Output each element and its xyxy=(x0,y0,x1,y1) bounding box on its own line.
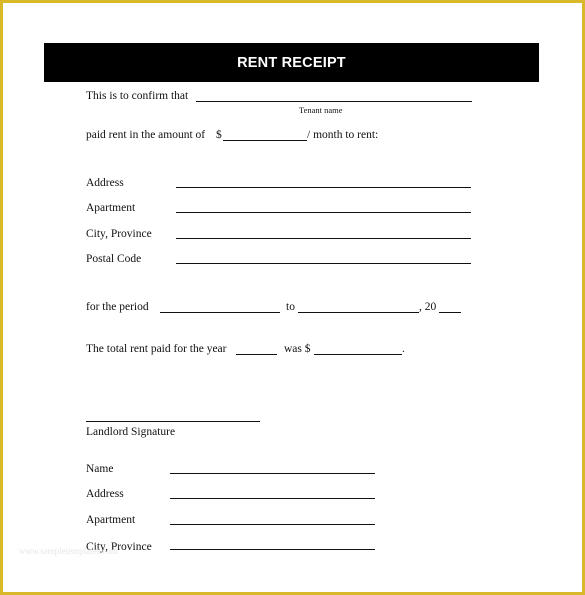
landlord-apartment-label: Apartment xyxy=(86,514,136,526)
watermark: www.sampletemplates.com xyxy=(19,546,118,556)
total-period-mark: . xyxy=(402,343,405,355)
period-start-field[interactable] xyxy=(160,312,280,313)
apartment-field[interactable] xyxy=(176,212,471,213)
total-year-field[interactable] xyxy=(236,354,277,355)
period-label: for the period xyxy=(86,301,149,313)
per-month-label: / month to rent: xyxy=(307,129,379,141)
landlord-city-province-field[interactable] xyxy=(170,549,375,550)
confirm-label: This is to confirm that xyxy=(86,90,189,102)
city-province-field[interactable] xyxy=(176,238,471,239)
landlord-city-province-label: City, Province xyxy=(86,541,152,553)
tenant-name-field[interactable] xyxy=(196,101,472,102)
title-bar xyxy=(44,43,539,82)
address-field[interactable] xyxy=(176,187,471,188)
total-rent-label: The total rent paid for the year xyxy=(86,343,227,355)
year-field[interactable] xyxy=(439,312,461,313)
signature-label: Landlord Signature xyxy=(86,426,176,438)
period-end-field[interactable] xyxy=(298,312,419,313)
apartment-label: Apartment xyxy=(86,202,136,214)
currency-symbol: $ xyxy=(216,129,222,141)
receipt-page xyxy=(3,3,582,592)
city-province-label: City, Province xyxy=(86,228,152,240)
year-prefix-label: , 20 xyxy=(419,301,437,313)
paid-rent-label: paid rent in the amount of xyxy=(86,129,206,141)
page-title: RENT RECEIPT xyxy=(237,54,346,71)
postal-code-label: Postal Code xyxy=(86,253,142,265)
period-to-label: to xyxy=(286,301,295,313)
amount-field[interactable] xyxy=(223,140,307,141)
total-was-label: was $ xyxy=(284,343,311,355)
signature-field[interactable] xyxy=(86,421,260,422)
postal-code-field[interactable] xyxy=(176,263,471,264)
total-amount-field[interactable] xyxy=(314,354,402,355)
landlord-apartment-field[interactable] xyxy=(170,524,375,525)
tenant-name-caption: Tenant name xyxy=(299,105,343,115)
landlord-address-field[interactable] xyxy=(170,498,375,499)
landlord-name-field[interactable] xyxy=(170,473,375,474)
address-label: Address xyxy=(86,177,124,189)
landlord-name-label: Name xyxy=(86,463,114,475)
landlord-address-label: Address xyxy=(86,488,124,500)
